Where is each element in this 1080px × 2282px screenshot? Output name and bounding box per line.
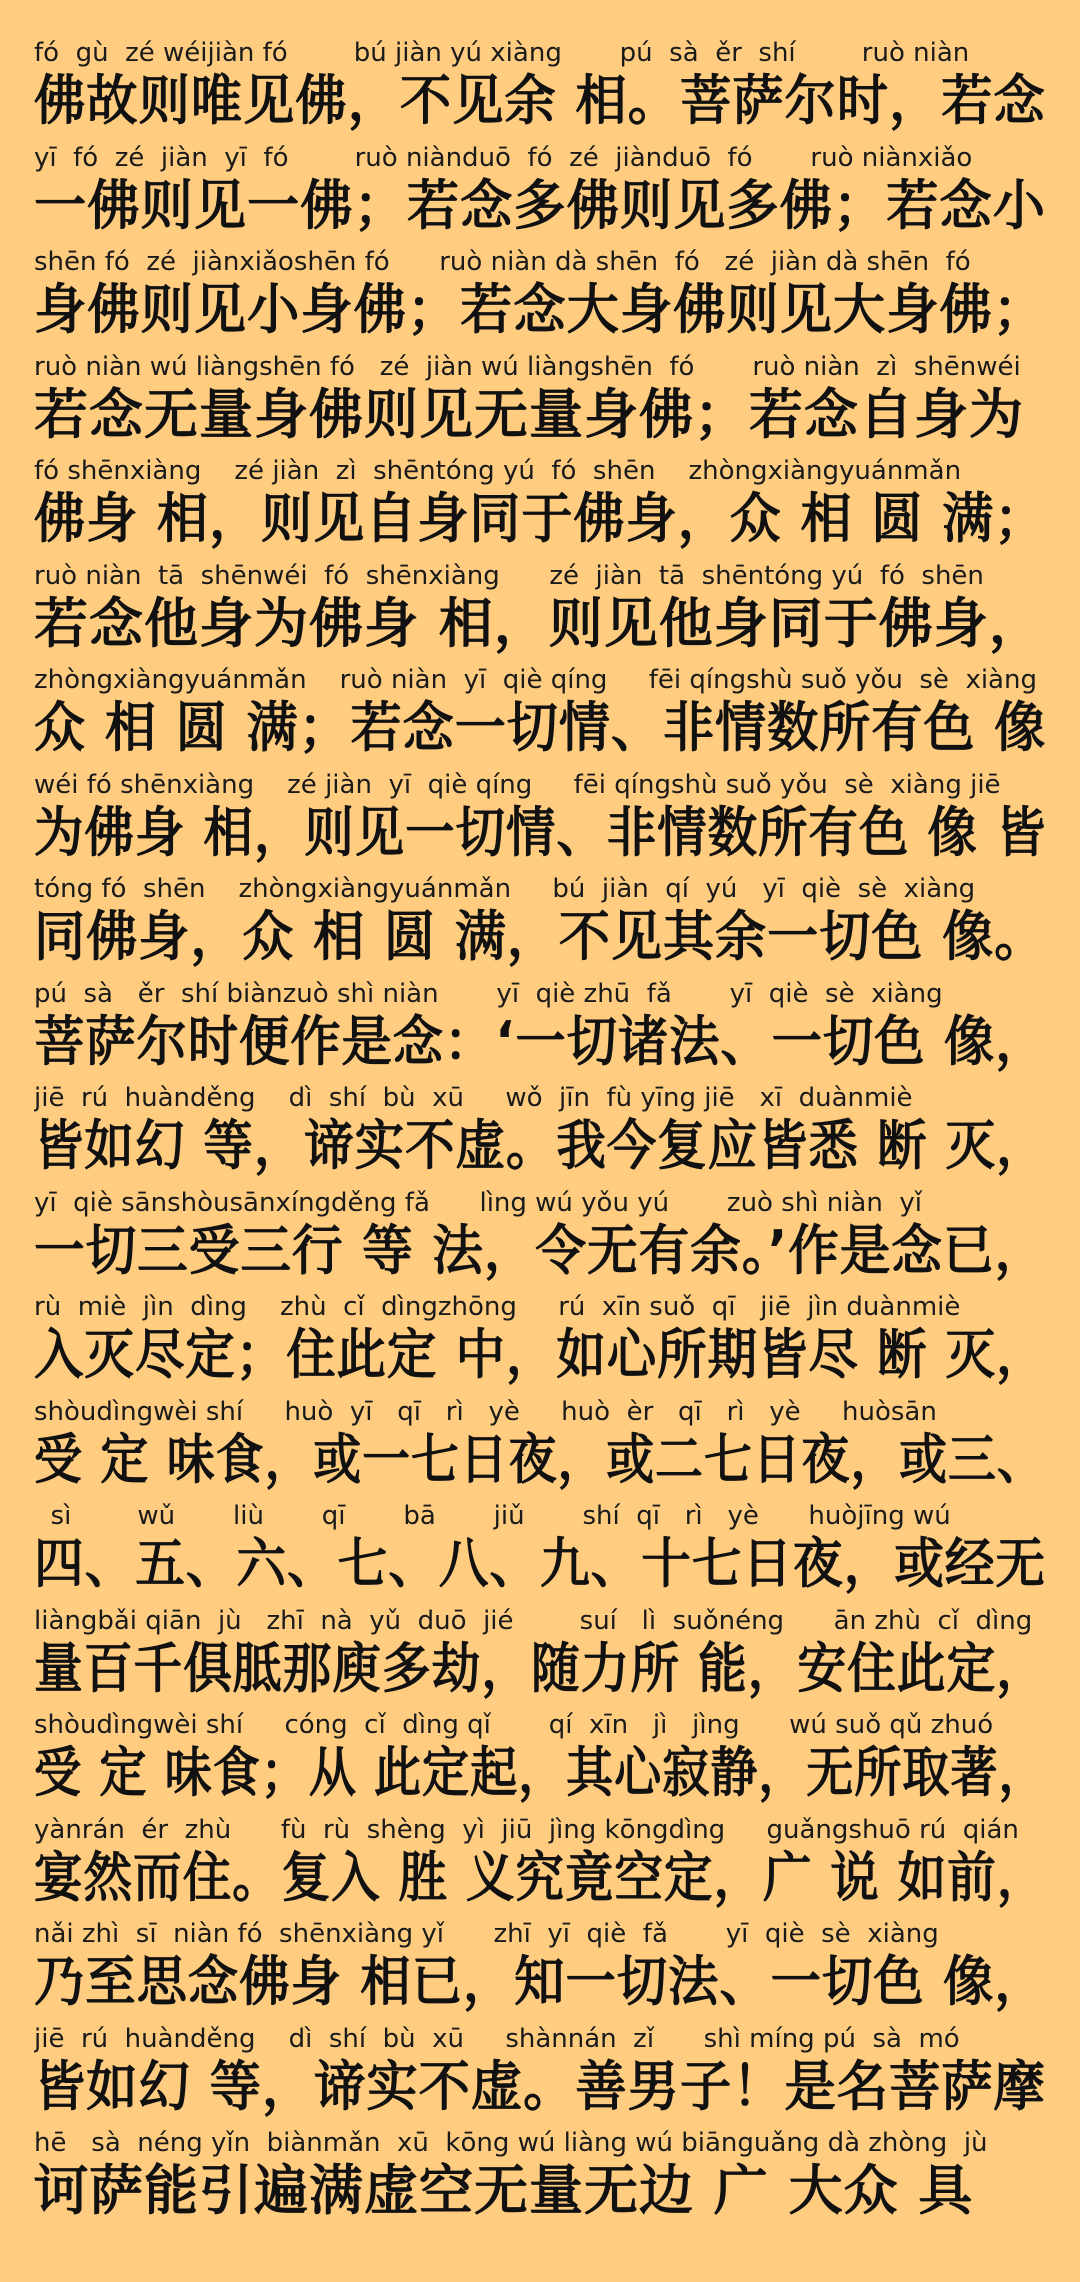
- chinese-text: 一切三受三行 等 法，令无有余。’作是念已，: [34, 1218, 1046, 1282]
- text-line: [34, 1919, 1046, 2024]
- text-line: [34, 2128, 1046, 2233]
- chinese-text: 菩萨尔时便作是念：‘一切诸法、一切色 像，: [34, 1009, 1046, 1073]
- chinese-text: 众 相 圆 满；若念一切情、非情数所有色 像: [34, 696, 1046, 759]
- chinese-text: 佛身 相，则见自身同于佛身，众 相 圆 满；: [34, 487, 1046, 550]
- text-line: [34, 874, 1046, 979]
- pinyin-annotation: fó shēnxiàng zé jiàn zì shēntóng yú fó shēn zhòngxiàngyuánmǎn: [34, 456, 962, 486]
- chinese-text: 若念无量身佛则见无量身佛；若念自身为: [34, 382, 1024, 446]
- text-line: [34, 352, 1046, 457]
- chinese-text: 佛故则唯见佛，不见余 相。菩萨尔时，若念: [34, 69, 1046, 132]
- text-line: [34, 770, 1046, 875]
- pinyin-annotation: tóng fó shēn zhòngxiàngyuánmǎn bú jiàn qí yú yī qiè sè xiàng: [34, 874, 976, 904]
- chinese-text: 身佛则见小身佛；若念大身佛则见大身佛；: [34, 278, 1046, 341]
- chinese-text: 受 定 味食；从 此定起，其心寂静，无所取著，: [34, 1741, 1046, 1804]
- chinese-text: 若念他身为佛身 相，则见他身同于佛身，: [34, 591, 1044, 655]
- text-line: [34, 1397, 1046, 1502]
- pinyin-annotation: zhòngxiàngyuánmǎn ruò niàn yī qiè qíng fēi qíngshù suǒ yǒu sè xiàng: [34, 665, 1037, 695]
- pinyin-annotation: pú sà ěr shí biànzuò shì niàn yī qiè zhū fǎ yī qiè sè xiàng: [34, 978, 943, 1009]
- chinese-text: 入灭尽定；住此定 中，如心所期皆尽 断 灭，: [34, 1323, 1046, 1386]
- pinyin-annotation: jiē rú huànděng dì shí bù xū shànnán zǐ shì míng pú sà mó: [34, 2023, 960, 2054]
- pinyin-annotation: ruò niàn tā shēnwéi fó shēnxiàng zé jiàn tā shēntóng yú fó shēn: [34, 560, 984, 591]
- text-line: [34, 247, 1046, 352]
- text-line: [34, 143, 1046, 248]
- chinese-text: 量百千俱胝那庾多劫，随力所 能，安住此定，: [34, 1636, 1046, 1700]
- pinyin-annotation: shòudìngwèi shí huò yī qī rì yè huò èr qī rì yè huòsān: [34, 1396, 937, 1427]
- pinyin-annotation: yī fó zé jiàn yī fó ruò niànduō fó zé jiànduō fó ruò niànxiǎo: [34, 142, 973, 173]
- pinyin-annotation: yī qiè sānshòusānxíngděng fǎ lìng wú yǒu yú zuò shì niàn yǐ: [34, 1187, 922, 1218]
- text-line: [34, 1815, 1046, 1920]
- text-line: [34, 1710, 1046, 1815]
- pinyin-annotation: wéi fó shēnxiàng zé jiàn yī qiè qíng fēi qíngshù suǒ yǒu sè xiàng jiē: [34, 769, 1001, 800]
- text-line: [34, 1188, 1046, 1293]
- chinese-text: 同佛身，众 相 圆 满，不见其余一切色 像。: [34, 905, 1046, 968]
- text-line: [34, 2024, 1046, 2129]
- pinyin-annotation: nǎi zhì sī niàn fó shēnxiàng yǐ zhī yī qiè fǎ yī qiè sè xiàng: [34, 1919, 939, 1949]
- text-line: [34, 1292, 1046, 1397]
- pinyin-annotation: hē sà néng yǐn biànmǎn xū kōng wú liàng wú biānguǎng dà zhòng jù: [34, 2128, 988, 2158]
- pinyin-annotation: shòudìngwèi shí cóng cǐ dìng qǐ qí xīn jì jìng wú suǒ qǔ zhuó: [34, 1710, 994, 1740]
- text-line: [34, 1606, 1046, 1711]
- pinyin-annotation: ruò niàn wú liàngshēn fó zé jiàn wú liàngshēn fó ruò niàn zì shēnwéi: [34, 351, 1021, 382]
- chinese-text: 宴然而住。复入 胜 义究竟空定，广 说 如前，: [34, 1845, 1046, 1909]
- text-line: [34, 979, 1046, 1084]
- text-line: [34, 456, 1046, 561]
- text-line: [34, 1083, 1046, 1188]
- pinyin-annotation: rù miè jìn dìng zhù cǐ dìngzhōng rú xīn suǒ qī jiē jìn duànmiè: [34, 1292, 961, 1322]
- text-line: [34, 665, 1046, 770]
- chinese-text: 诃萨能引遍满虚空无量无边 广 大众 具: [34, 2159, 974, 2222]
- pinyin-annotation: sì wǔ liù qī bā jiǔ shí qī rì yè huòjīng wú: [34, 1501, 951, 1531]
- pinyin-annotation: shēn fó zé jiànxiǎoshēn fó ruò niàn dà shēn fó zé jiàn dà shēn fó: [34, 247, 971, 277]
- chinese-text: 皆如幻 等，谛实不虚。我今复应皆悉 断 灭，: [34, 1114, 1046, 1177]
- pinyin-annotation: fó gù zé wéijiàn fó bú jiàn yú xiàng pú sà ěr shí ruò niàn: [34, 38, 970, 68]
- text-line: [34, 38, 1046, 143]
- chinese-text: 为佛身 相，则见一切情、非情数所有色 像 皆: [34, 800, 1046, 864]
- pinyin-annotation: yànrán ér zhù fù rù shèng yì jiū jìng kōngdìng guǎngshuō rú qián: [34, 1814, 1019, 1845]
- chinese-text: 乃至思念佛身 相已，知一切法、一切色 像，: [34, 1950, 1046, 2013]
- chinese-text: 受 定 味食，或一七日夜，或二七日夜，或三、: [34, 1427, 1046, 1491]
- text-line: [34, 561, 1046, 666]
- pinyin-annotation: jiē rú huànděng dì shí bù xū wǒ jīn fù yīng jiē xī duànmiè: [34, 1083, 913, 1113]
- chinese-text: 皆如幻 等，谛实不虚。善男子！是名菩萨摩: [34, 2054, 1046, 2118]
- text-line: [34, 1501, 1046, 1606]
- pinyin-annotation: liàngbǎi qiān jù zhī nà yǔ duō jié suí lì suǒnéng ān zhù cǐ dìng: [34, 1605, 1033, 1636]
- chinese-text: 四、五、六、七、八、九、十七日夜，或经无: [34, 1532, 1046, 1595]
- chinese-text: 一佛则见一佛；若念多佛则见多佛；若念小: [34, 173, 1046, 237]
